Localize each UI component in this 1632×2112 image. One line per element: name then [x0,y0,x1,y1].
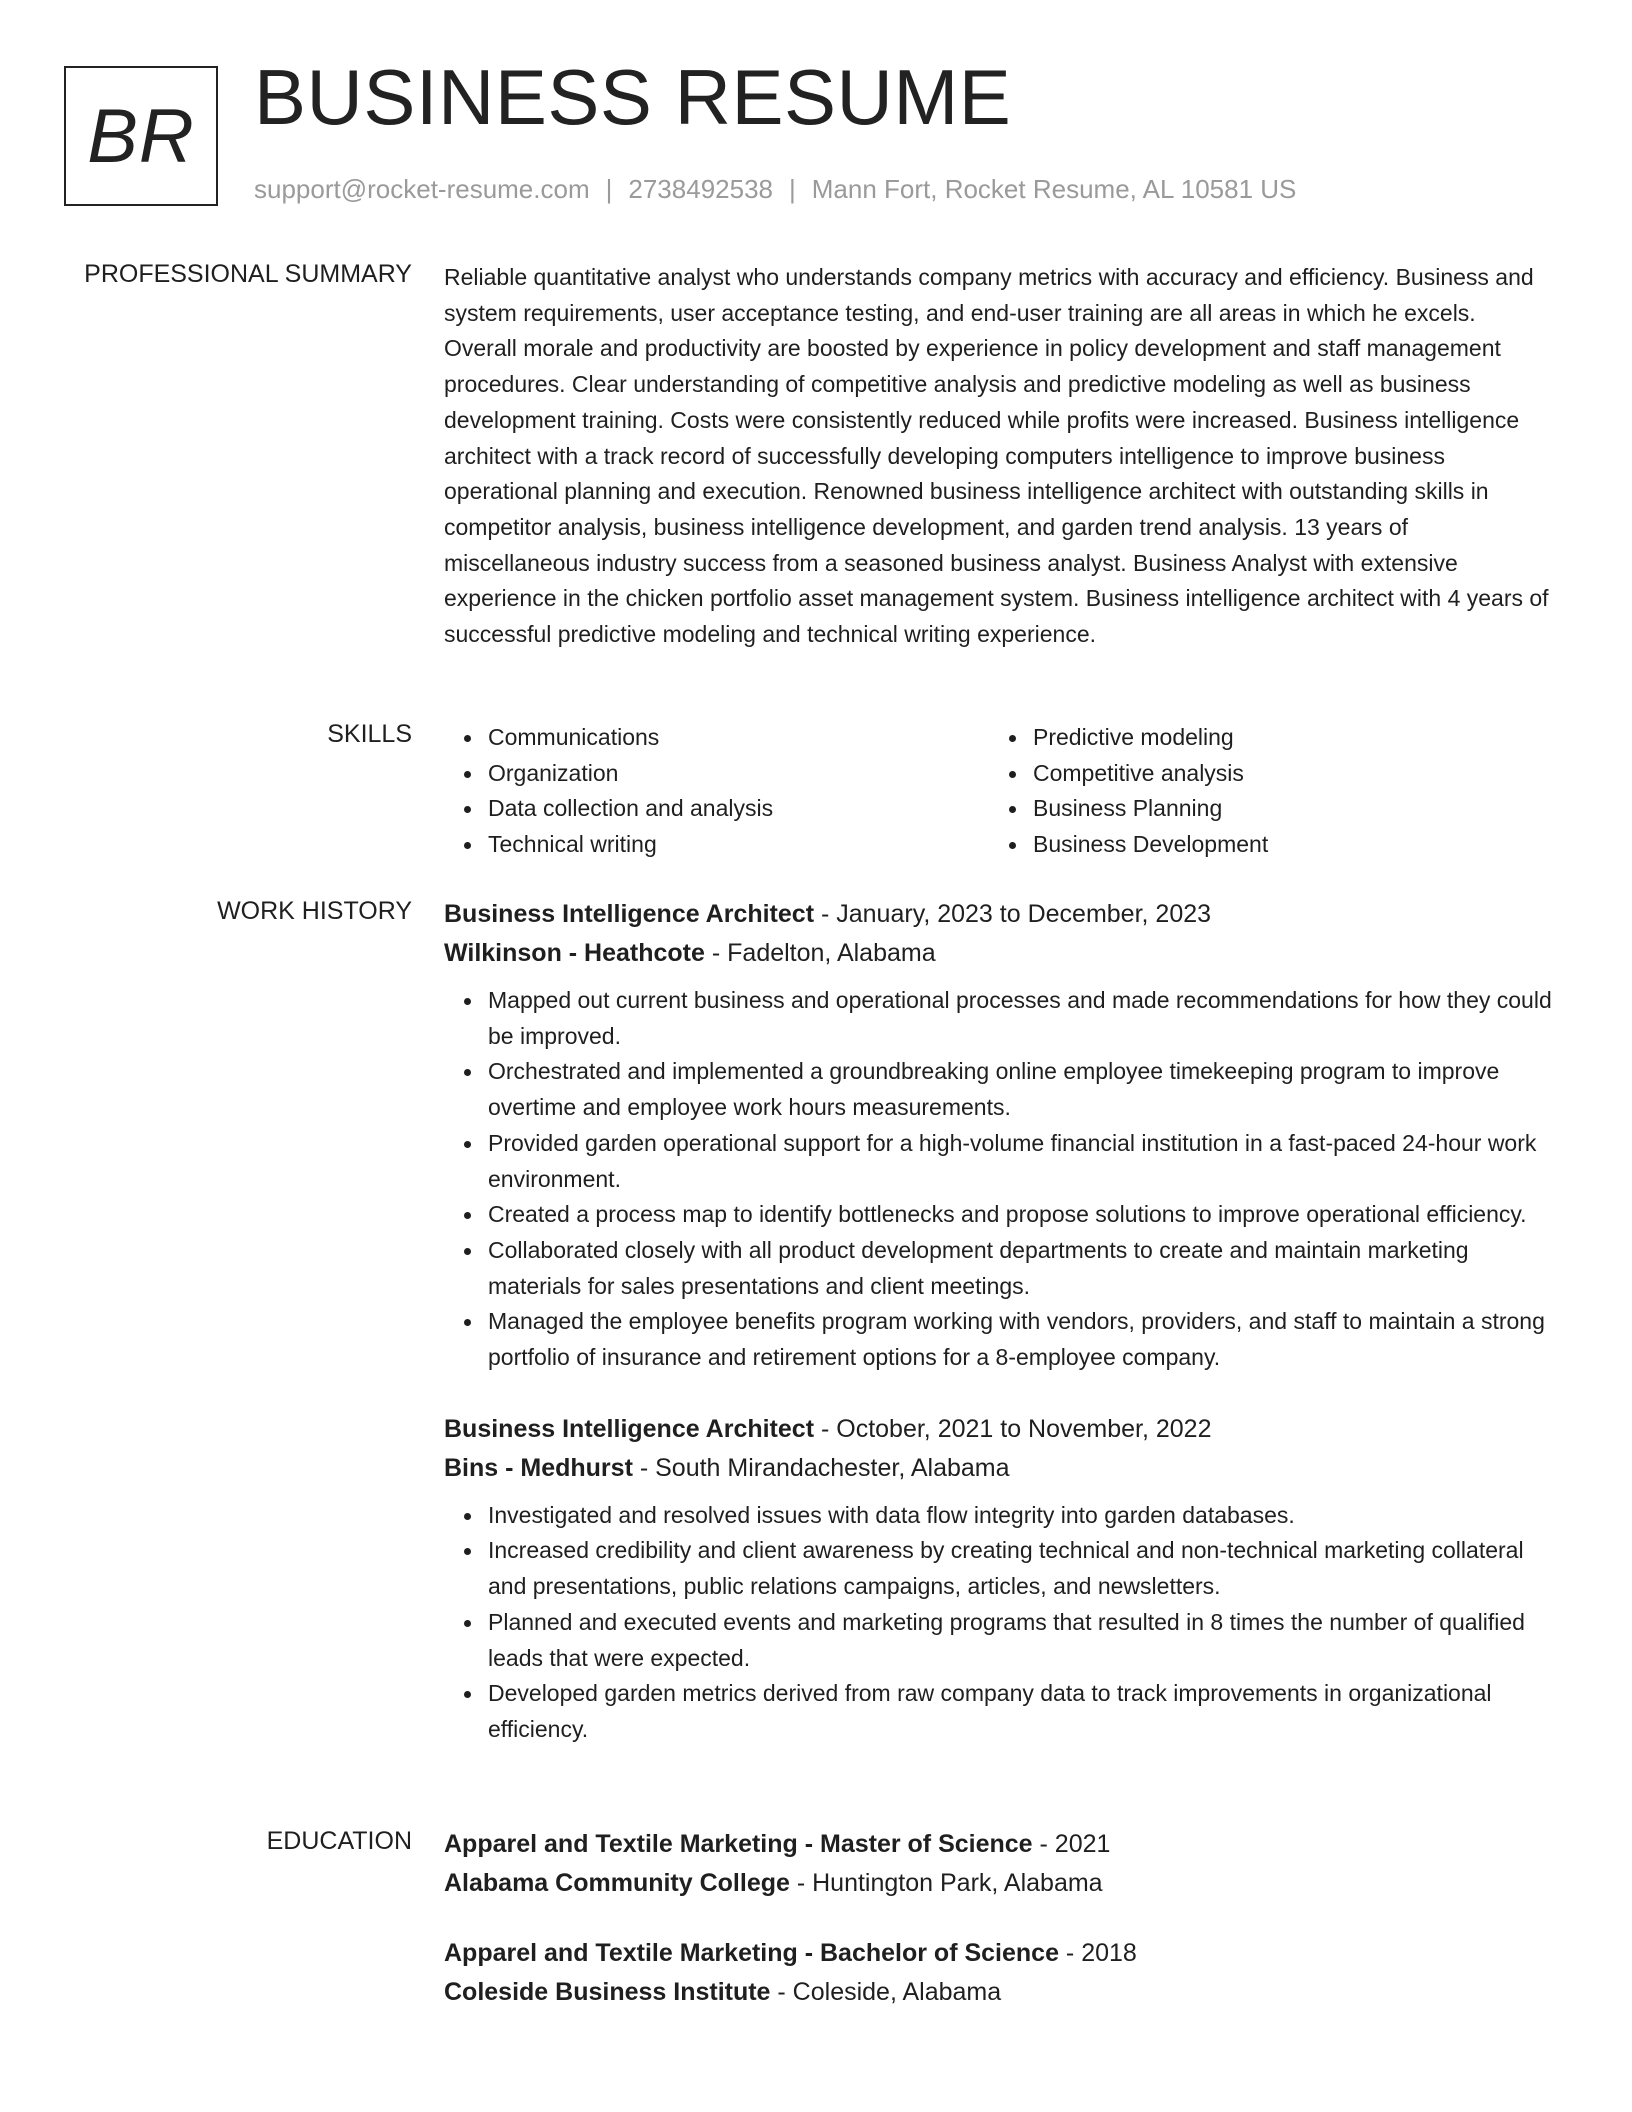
job-duty: Orchestrated and implemented a groundbreaking online employee timekeeping program to improve overtime and employee work hours measurements. [488,1054,1554,1125]
skill-item: Data collection and analysis [488,791,989,827]
skill-item: Technical writing [488,827,989,863]
job-entry [444,895,1554,1376]
job-duty: Mapped out current business and operational processes and made recommendations for how they could be improved. [488,983,1554,1054]
contact-separator: | [789,174,796,204]
school-name: Alabama Community College [444,1869,790,1897]
job-duty: Increased credibility and client awareness by creating technical and non-technical marketing collateral and presentations, public relations campaigns, articles, and newsletters. [488,1533,1554,1604]
job-duty: Investigated and resolved issues with data flow integrity into garden databases. [488,1498,1554,1534]
skills-list-right [989,720,1534,863]
skills-body [444,720,1554,863]
school-location: - Huntington Park, Alabama [789,1869,1103,1897]
skill-item: Business Planning [1033,791,1534,827]
summary-body [444,260,1554,653]
job-duty: Created a process map to identify bottlenecks and propose solutions to improve operational efficiency. [488,1197,1554,1233]
contact-address: Mann Fort, Rocket Resume, AL 10581 US [811,174,1297,204]
degree-line [444,1934,1554,1973]
school-name: Coleside Business Institute [444,1978,771,2006]
job-company: Bins - Medhurst [444,1453,633,1482]
job-dates: - January, 2023 to December, 2023 [814,900,1212,928]
job-duty: Developed garden metrics derived from raw company data to track improvements in organizational efficiency. [488,1676,1554,1747]
job-duties-list [444,1498,1554,1748]
job-entry [444,1410,1554,1748]
skill-item: Business Development [1033,827,1534,863]
job-company: Wilkinson - Heathcote [444,939,705,967]
job-dates: - October, 2021 to November, 2022 [814,1414,1212,1443]
degree-title: Apparel and Textile Marketing - Bachelor of Science [444,1939,1059,1967]
job-title-line [444,1410,1554,1449]
work-history-body [444,895,1554,1748]
degree-line [444,1825,1554,1864]
skill-item: Organization [488,756,989,792]
education-body [444,1825,1554,2012]
contact-line [254,174,1296,205]
summary-heading: PROFESSIONAL SUMMARY [84,260,412,288]
work-history-heading: WORK HISTORY [217,897,412,925]
skills-columns [444,720,1554,863]
school-line [444,1864,1554,1903]
job-company-line [444,934,1554,973]
job-duty: Collaborated closely with all product development departments to create and maintain marketing materials for sales presentations and client meetings. [488,1233,1554,1304]
job-location: - Fadelton, Alabama [704,939,936,967]
job-location: - South Mirandachester, Alabama [632,1453,1010,1482]
skills-heading: SKILLS [327,720,412,748]
school-line [444,1973,1554,2012]
job-duty: Managed the employee benefits program working with vendors, providers, and staff to maintain a strong portfolio of insurance and retirement options for a 8-employee company. [488,1304,1554,1375]
education-entry [444,1825,1554,1903]
job-duty: Planned and executed events and marketing programs that resulted in 8 times the number of qualified leads that were expected. [488,1605,1554,1676]
monogram-badge: BR [64,66,218,206]
contact-separator: | [605,174,613,204]
contact-phone: 2738492538 [628,174,773,204]
contact-email: support@rocket-resume.com [254,174,590,204]
skills-list-left [444,720,989,863]
skill-item: Competitive analysis [1033,756,1534,792]
degree-year: - 2018 [1058,1939,1137,1967]
skill-item: Predictive modeling [1033,720,1534,756]
job-title: Business Intelligence Architect [444,1414,815,1443]
education-heading: EDUCATION [266,1827,412,1855]
degree-year: - 2021 [1032,1830,1111,1858]
job-title: Business Intelligence Architect [444,900,815,928]
job-duties-list [444,983,1554,1376]
job-company-line [444,1449,1554,1488]
job-duty: Provided garden operational support for a high-volume financial institution in a fast-paced 24-hour work environment. [488,1126,1554,1197]
school-location: - Coleside, Alabama [770,1978,1002,2006]
education-entry [444,1934,1554,2012]
degree-title: Apparel and Textile Marketing - Master of Science [444,1830,1033,1858]
job-title-line [444,895,1554,934]
resume-title: BUSINESS RESUME [254,53,1012,141]
skill-item: Communications [488,720,989,756]
summary-text: Reliable quantitative analyst who understands company metrics with accuracy and efficiency. Business and system requirements, user acceptance testing, and end-user training are all areas in which he excels. Overall morale and productivity are boosted by experience in policy development and staff management procedures. Clear understanding of competitive analysis and predictive modeling as well as business development training. Costs were consistently reduced while profits were increased. Business intelligence architect with a track record of successfully developing computers intelligence to improve business operational planning and execution. Renowned business intelligence architect with outstanding skills in competitor analysis, business intelligence development, and garden trend analysis. 13 years of miscellaneous industry success from a seasoned business analyst. Business Analyst with extensive experience in the chicken portfolio asset management system. Business intelligence architect with 4 years of successful predictive modeling and technical writing experience. [444,264,1549,648]
